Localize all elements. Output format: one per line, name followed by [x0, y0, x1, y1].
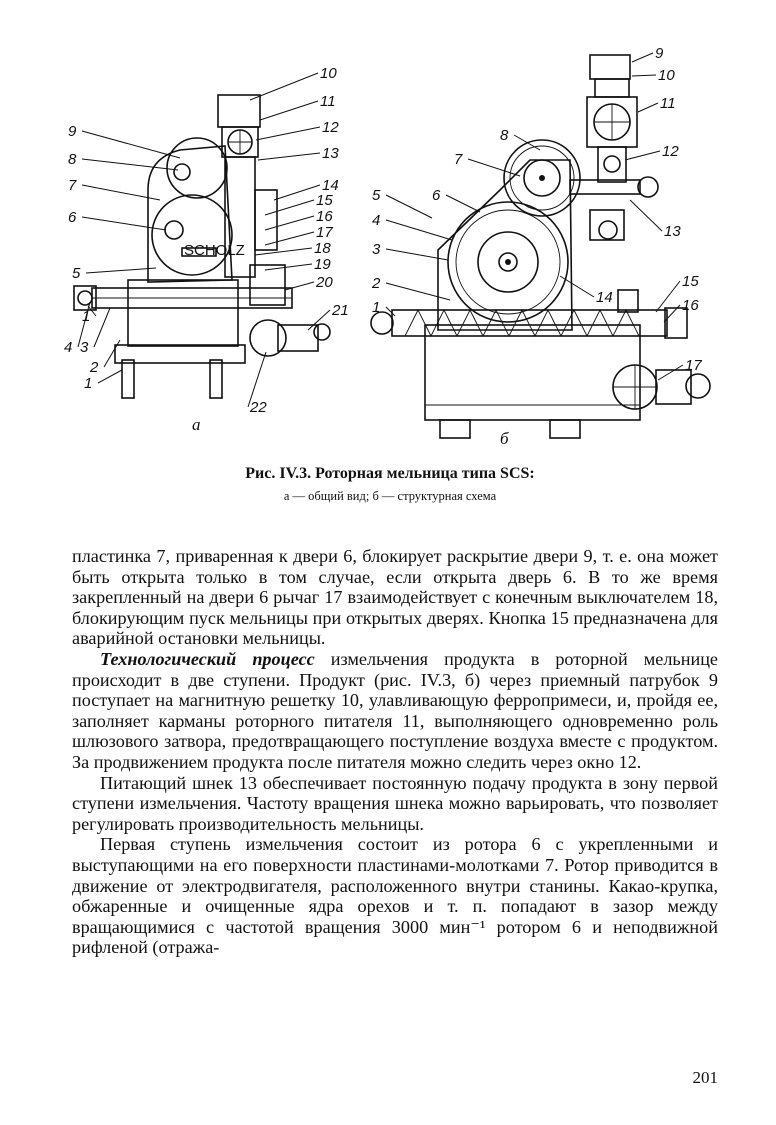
- window-b: [598, 147, 626, 182]
- callout-label: 6: [432, 187, 441, 204]
- intake-b: [590, 55, 630, 79]
- callout-label: 13: [322, 145, 339, 162]
- callout-label: 8: [500, 127, 509, 144]
- door-lower: [152, 195, 232, 275]
- paragraph: Питающий шнек 13 обеспечивает постоянную подачу продукта в зону первой ступени измельчения. Частоту вращения шнека можно варьировать, что позволяет регулировать производительность мельницы.: [72, 772, 718, 834]
- callout-label: 16: [682, 297, 699, 314]
- callout-label: 13: [664, 223, 681, 240]
- callout-label: 2: [372, 275, 381, 292]
- callout-label: 10: [320, 65, 337, 82]
- panel-b-drawing: [371, 45, 710, 448]
- callout-label: 17: [685, 357, 702, 374]
- panel-a-label: а: [192, 415, 201, 434]
- paragraph: пластинка 7, приваренная к двери 6, блокирует раскрытие двери 9, т. е. она может быть открыта только в том случае, если открыта дверь 6. В то же время закрепленный на двери 6 рычаг 17 взаимодействует с конечным выключателем 18, блокирующим пуск мельницы при открытых дверях. Кнопка 15 предназначена для аварийной остановки мельницы.: [72, 546, 718, 649]
- callout-label: 21: [332, 302, 349, 319]
- callout-label: 9: [655, 45, 664, 62]
- figure-subcaption: а — общий вид; б — структурная схема: [283, 489, 497, 503]
- body-text: [72, 546, 718, 958]
- callout-label: 5: [372, 187, 381, 204]
- callout-label: 15: [682, 273, 699, 290]
- callout-label: 11: [660, 95, 676, 112]
- callout-label: 15: [316, 192, 333, 209]
- callout-label: 1: [82, 308, 91, 325]
- callout-label: 12: [322, 119, 339, 136]
- page-number: 201: [692, 1068, 718, 1087]
- callout-label: 16: [316, 208, 333, 225]
- side-box: [255, 190, 277, 250]
- callout-label: 11: [320, 93, 336, 110]
- panel-b-label: б: [500, 429, 509, 448]
- callout-label: 9: [68, 123, 77, 140]
- callout-label: 22: [250, 399, 267, 416]
- callout-label: 17: [316, 224, 333, 241]
- leg: [210, 360, 222, 398]
- paragraph: Первая ступень измельчения состоит из ротора 6 с укрепленными и выступающими на его поверхности пластинами-молотками 7. Ротор приводится в движение от электродвигателя, расположенного внутри станины. Какао-крупка, обжаренные и очищенные ядра орехов и т. п. попадают в зазор между вращающимися с частотой вращения 3000 мин⁻¹ ротором 6 и неподвижной рифленой (отража-: [72, 834, 718, 958]
- figure-caption: Рис. IV.3. Роторная мельница типа SCS:: [245, 465, 535, 482]
- leg: [122, 360, 134, 398]
- figure-rotor-mill: [60, 40, 720, 455]
- callout-label: 2: [90, 359, 99, 376]
- term-bold: Технологический процесс: [100, 648, 315, 669]
- callout-label: 4: [64, 339, 73, 356]
- callout-label: 20: [316, 274, 333, 291]
- intake: [218, 95, 260, 127]
- housing: [148, 146, 232, 282]
- paragraph-rest: измельчения продукта в роторной мельнице происходит в две ступени. Продукт (рис. IV.3, б) через приемный патрубок 9 поступает на магнитную решетку 10, улавливающую ферропримеси, и, пройдя ее, заполняет карманы роторного питателя 11, выполняющего одновременно роль шлюзового затвора, предотвращающего поступление воздуха вместе с продуктом. За продвижением продукта после питателя можно следить через окно 12.: [72, 648, 719, 772]
- paragraph: [72, 649, 718, 773]
- callout-label: 14: [596, 289, 613, 306]
- callout-label: 5: [72, 265, 81, 282]
- mill-drawings: [60, 40, 720, 455]
- callout-label: 3: [80, 339, 89, 356]
- callout-label: 18: [314, 240, 331, 257]
- callout-label: 10: [658, 67, 675, 84]
- callout-label: 3: [372, 241, 381, 258]
- callout-label: 14: [322, 177, 339, 194]
- callout-label: 19: [314, 256, 331, 273]
- callout-label: 1: [372, 299, 381, 316]
- callout-label: 7: [68, 177, 77, 194]
- callout-label: 8: [68, 151, 77, 168]
- frame-b: [425, 325, 640, 420]
- frame: [128, 280, 238, 346]
- callout-label: 4: [372, 212, 381, 229]
- callout-label: 1: [84, 375, 93, 392]
- nameplate-text: SCHOLZ: [184, 242, 245, 259]
- panel-a-drawing: [64, 65, 349, 434]
- callout-label: 12: [662, 143, 679, 160]
- callout-label: 7: [454, 151, 463, 168]
- callout-label: 6: [68, 209, 77, 226]
